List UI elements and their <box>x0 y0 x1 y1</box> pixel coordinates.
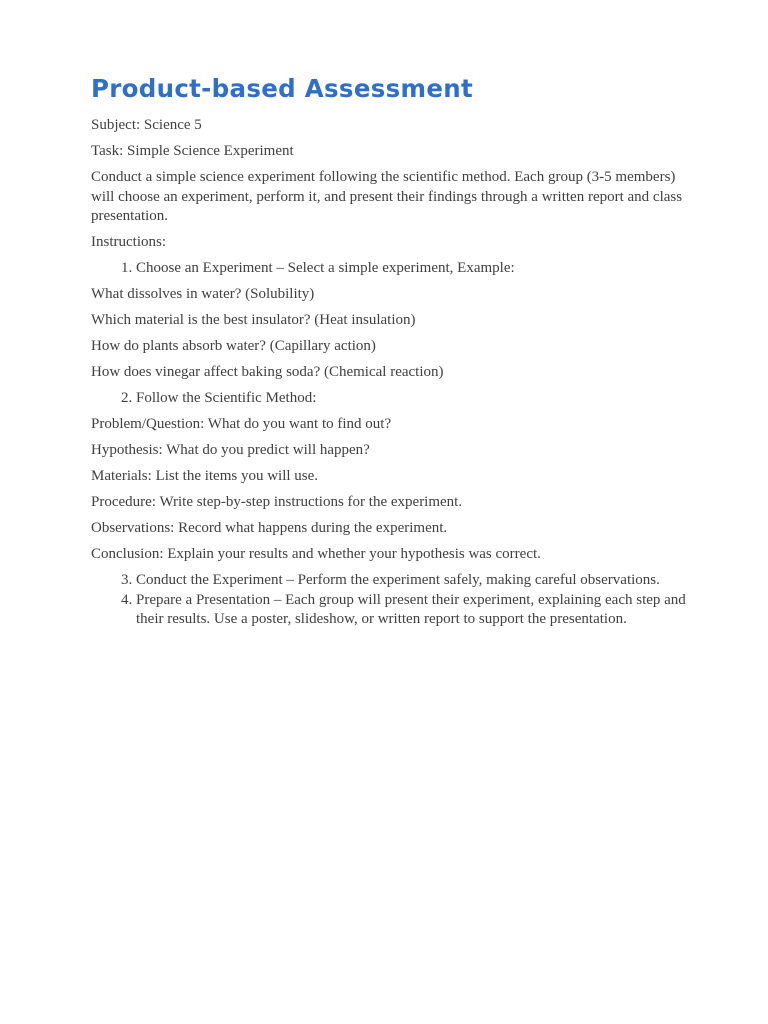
task-line: Task: Simple Science Experiment <box>91 143 294 159</box>
instruction-step-3: 3. Conduct the Experiment – Perform the experiment safely, making careful observations. <box>136 571 691 591</box>
example-item: How does vinegar affect baking soda? (Chemical reaction) <box>91 364 444 380</box>
instruction-list-step-2 <box>91 389 691 409</box>
subject-line: Subject: Science 5 <box>91 117 202 133</box>
instruction-list-step-1 <box>91 259 691 279</box>
method-step: Observations: Record what happens during the experiment. <box>91 520 448 536</box>
instructions-label: Instructions: <box>91 234 166 250</box>
instruction-step-4: 4. Prepare a Presentation – Each group will present their experiment, explaining each step and their results. Use a poster, slideshow, or written report to support the presentation. <box>136 591 691 630</box>
method-step: Procedure: Write step-by-step instructions for the experiment. <box>91 494 463 510</box>
intro-paragraph: Conduct a simple science experiment following the scientific method. Each group (3-5 members) will choose an experiment, perform it, and present their findings through a written report and class presentation. <box>91 169 683 224</box>
method-step: Hypothesis: What do you predict will happen? <box>91 442 370 458</box>
example-item: What dissolves in water? (Solubility) <box>91 286 315 302</box>
page-title: Product-based Assessment <box>91 74 473 103</box>
method-step: Materials: List the items you will use. <box>91 468 319 484</box>
method-step: Problem/Question: What do you want to find out? <box>91 416 392 432</box>
document-body <box>91 74 691 636</box>
example-item: Which material is the best insulator? (Heat insulation) <box>91 312 416 328</box>
instruction-step-2: 2. Follow the Scientific Method: <box>136 389 691 409</box>
instruction-list-step-3-4 <box>91 571 691 630</box>
instruction-step-1: 1. Choose an Experiment – Select a simple experiment, Example: <box>136 259 691 279</box>
example-item: How do plants absorb water? (Capillary action) <box>91 338 376 354</box>
method-step: Conclusion: Explain your results and whether your hypothesis was correct. <box>91 546 541 562</box>
